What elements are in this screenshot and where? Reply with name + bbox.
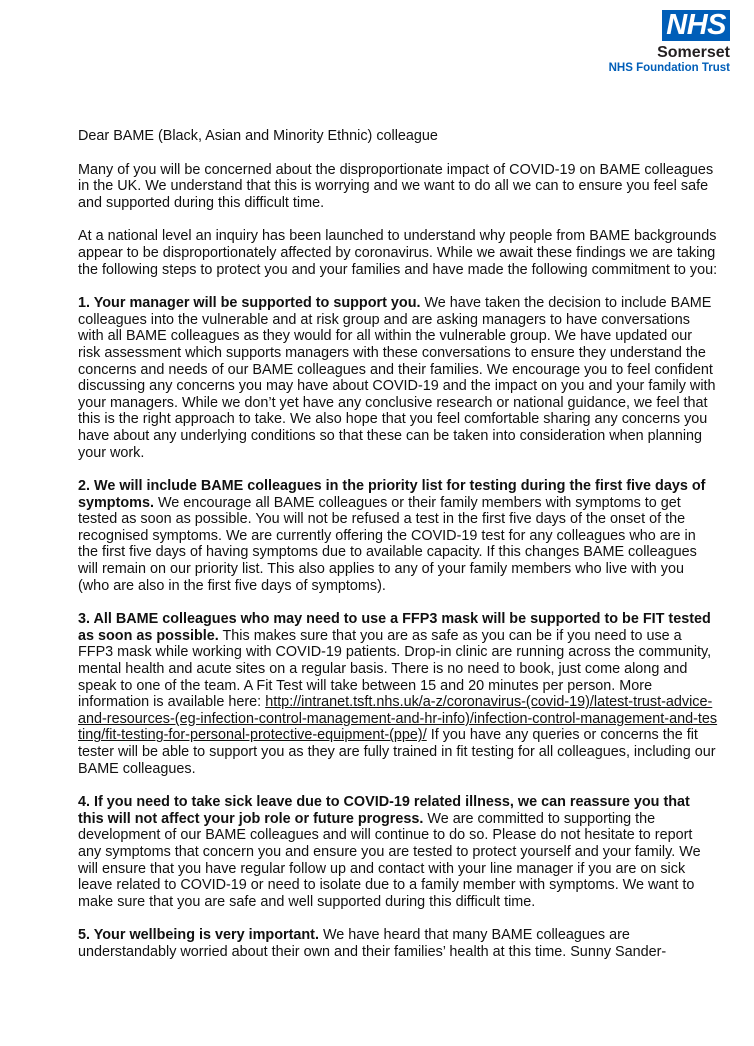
fit-testing-link[interactable]: http://intranet.tsft.nhs.uk/a-z/coronavirus-(covid-19)/latest-trust-advice-and-resources-(eg-infection-control-management-and-hr-info)/infection-control-management-and-testing/fit-testing-for-personal-protective-equipment-(ppe)/ [78,694,718,744]
point-3-heading: 3. All BAME colleagues who may need to use a FFP3 mask will be supported to be FIT tested as soon as possible. [78,611,711,644]
trust-subtitle: NHS Foundation Trust [608,62,730,74]
point-2-heading: 2. We will include BAME colleagues in the priority list for testing during the first five days of symptoms. [78,478,706,511]
point-1-paragraph [78,295,718,461]
salutation: Dear BAME (Black, Asian and Minority Ethnic) colleague [78,128,438,144]
point-3-paragraph [78,611,718,777]
point-5-heading: 5. Your wellbeing is very important. [78,927,319,944]
letter-body [78,128,718,978]
point-3-tail: If you have any queries or concerns the fit tester will be able to support you as they are fully trained in fit testing for all colleagues, including our BAME colleagues. [78,727,716,777]
point-5-body: We have heard that many BAME colleagues are understandably worried about their own and their families’ health at this time. Sunny Sander- [78,927,667,960]
point-4-paragraph [78,794,718,910]
nhs-somerset-logo [609,10,730,75]
point-2-body: We encourage all BAME colleagues or their family members with symptoms to get tested as soon as possible. You will not be refused a test in the first five days of the onset of the recognised symptoms. We are currently offering the COVID-19 test for any colleagues who are in the first five days of having symptoms due to available capacity. If this changes BAME colleagues will remain on our priority list. This also applies to any of your family members who live with you (who are also in the first five days of symptoms). [78,494,697,594]
nhs-brand-mark: NHS [662,10,730,41]
trust-name: Somerset [657,44,730,61]
intro-paragraph-1: Many of you will be concerned about the disproportionate impact of COVID-19 on BAME colleagues in the UK. We understand that this is worrying and we want to do all we can to ensure you feel safe and supported during this difficult time. [78,161,714,211]
intro-paragraph-2: At a national level an inquiry has been launched to understand why people from BAME backgrounds appear to be disproportionately affected by coronavirus. While we await these findings we are taking the following steps to protect you and your families and have made the following commitment to you: [78,228,718,278]
point-4-body: We are committed to supporting the development of our BAME colleagues and will continue to do so. Please do not hesitate to report any symptoms that concern you and ensure you are tested to protect yourself and your family. We will ensure that you have regular follow up and contact with your line manager if you are on sick leave related to COVID-19 or need to isolate due to a family member with symptoms. We want to make sure that you are safe and well supported during this difficult time. [78,810,701,910]
point-3-body: This makes sure that you are as safe as you can be if you need to use a FFP3 mask while working with COVID-19 patients. Drop-in clinic are running across the community, mental health and acute sites on a regular basis. There is no need to book, just come along and speak to one of the team. A Fit Test will take between 15 and 20 minutes per person. More information is available here: [78,627,712,711]
point-5-paragraph [78,927,718,960]
point-1-heading: 1. Your manager will be supported to support you. [78,295,421,312]
point-2-paragraph [78,478,718,594]
point-1-body: We have taken the decision to include BAME colleagues into the vulnerable and at risk group and are asking managers to have conversations with all BAME colleagues as they would for all within the vulnerable group. We have updated our risk assessment which supports managers with these conversations to ensure they understand the concerns and needs of our BAME colleagues and their families. We encourage you to feel confident discussing any concerns you may have about COVID-19 and the impact on you and your family with your managers. While we don’t yet have any conclusive research or national guidance, we feel that this is the right approach to take. We also hope that you feel comfortable sharing any concerns you have about any underlying conditions so that these can be taken into consideration when planning your work. [78,295,716,461]
point-4-heading: 4. If you need to take sick leave due to COVID-19 related illness, we can reassure you that this will not affect your job role or future progress. [78,794,690,827]
